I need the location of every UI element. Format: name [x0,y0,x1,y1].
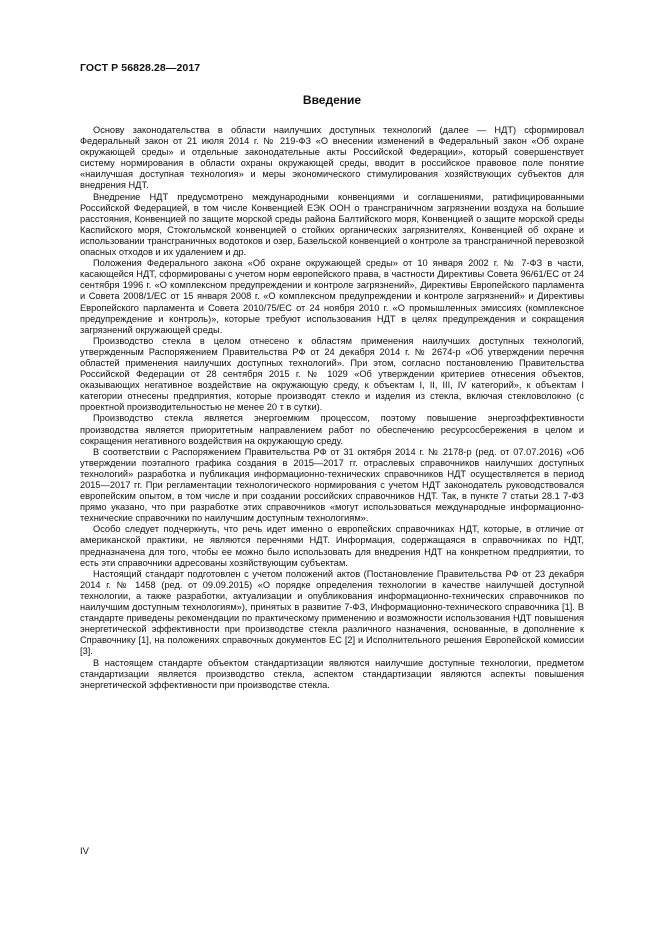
paragraph-2: Внедрение НДТ предусмотрено международными конвенциями и соглашениями, ратифицированными Российской Федерацией, в том числе Конвенцией ЕЭК ООН о трансграничном загрязнении воздуха на большие расстояния, Конвенцией по защите морской среды района Балтийского моря, Конвенцией о защите морской среды Каспийского моря, Стокгольмской конвенцией о стойких органических загрязнителях, Конвенцией об охране и использовании трансграничных водотоков и озер, Базельской конвенцией о контроле за трансграничной перевозкой опасных отходов и их удалением и др. [80,191,584,258]
paragraph-4: Производство стекла в целом отнесено к областям применения наилучших доступных технологий, утвержденным Распоряжением Правительства РФ от 24 декабря 2014 г. № 2674-р «Об утверждении перечня областей применения наилучших доступных технологий». При этом, согласно постановлению Правительства Российской Федерации от 28 сентября 2015 г. № 1029 «Об утверждении критериев отнесения объектов, оказывающих негативное воздействие на окружающую среду, к объектам I, II, III, IV категорий», к объектам I категории отнесены предприятия, которые производят стекло и изделия из стекла, включая стекловолокно (с проектной производительностью не менее 20 т в сутки). [80,335,584,413]
paragraph-7: Особо следует подчеркнуть, что речь идет именно о европейских справочниках НДТ, которые, в отличие от американской практики, не являются перечнями НДТ. Информация, содержащаяся в справочниках по НДТ, предназначена для того, чтобы ее можно было использовать для внедрения НДТ на конкретном предприятии, то есть эти справочники адресованы хозяйствующим субъектам. [80,524,584,568]
paragraph-5: Производство стекла является энергоемким процессом, поэтому повышение энергоэффективности производства является приоритетным направлением работ по обеспечению ресурсосбережения в целом и сокращения негативного воздействия на окружающую среду. [80,413,584,446]
section-title: Введение [302,93,362,107]
body-text [80,125,584,691]
paragraph-3: Положения Федерального закона «Об охране окружающей среды» от 10 января 2002 г. № 7-ФЗ в части, касающейся НДТ, сформированы с учетом норм европейского права, в частности Директивы Совета 96/61/ЕС от 24 сентября 1996 г. «О комплексном предупреждении и контроле загрязнений», Директивы Европейского парламента и Совета 2008/1/ЕС от 15 января 2008 г. «О комплексном предупреждении и контроле загрязнений» и Директивы Европейского парламента и Совета 2010/75/ЕС от 24 ноября 2010 г. «О промышленных эмиссиях (комплексное предупреждение и контроль)», которые требуют использования НДТ в целях предупреждения и сокращения загрязнений окружающей среды. [80,258,584,335]
page-number: IV [80,846,89,857]
document-code: ГОСТ Р 56828.28—2017 [80,62,201,74]
paragraph-8: Настоящий стандарт подготовлен с учетом положений актов (Постановление Правительства РФ от 23 декабря 2014 г. № 1458 (ред. от 09.09.2015) «О порядке определения технологии в качестве наилучшей доступной технологии, а также разработки, актуализации и опубликования информационно-технических справочников по наилучшим доступным технологиям»), принятых в развитие 7-ФЗ, Информационно-технического справочника [1]. В стандарте приведены рекомендации по практическому применению и возможности использования НДТ повышения энергетической эффективности при производстве стекла различного назначения, основанные, в дополнение к Справочнику [1], на положениях справочных документов ЕС [2] и Исполнительного решения Европейской комиссии [3]. [80,568,584,657]
paragraph-9: В настоящем стандарте объектом стандартизации являются наилучшие доступные технологии, предметом стандартизации является производство стекла, аспектом стандартизации являются аспекты повышения энергетической эффективности при производстве стекла. [80,657,584,690]
paragraph-6: В соответствии с Распоряжением Правительства РФ от 31 октября 2014 г. № 2178-р (ред. от 07.07.2016) «Об утверждении поэтапного графика создания в 2015—2017 гг. отраслевых справочников наилучших доступных технологий» разработка и публикация информационно-технических справочников НДТ осуществляется в период 2015—2017 гг. При регламентации технологического нормирования с учетом НДТ законодатель руководствовался европейским опытом, в том числе и при создании российских справочников НДТ. Так, в пункте 7 статьи 28.1 7-ФЗ прямо указано, что при разработке этих справочников «могут использоваться международные информационно-технические справочники по наилучшим доступным технологиям». [80,446,584,524]
paragraph-1: Основу законодательства в области наилучших доступных технологий (далее — НДТ) сформировал Федеральный закон от 21 июля 2014 г. № 219-ФЗ «О внесении изменений в Федеральный закон «Об охране окружающей среды» и отдельные законодательные акты Российской Федерации», который совершенствует систему нормирования в области охраны окружающей среды, вводит в российское правовое поле понятие «наилучшая доступная технология» и меры экономического стимулирования хозяйствующих субъектов для внедрения НДТ. [80,125,584,191]
